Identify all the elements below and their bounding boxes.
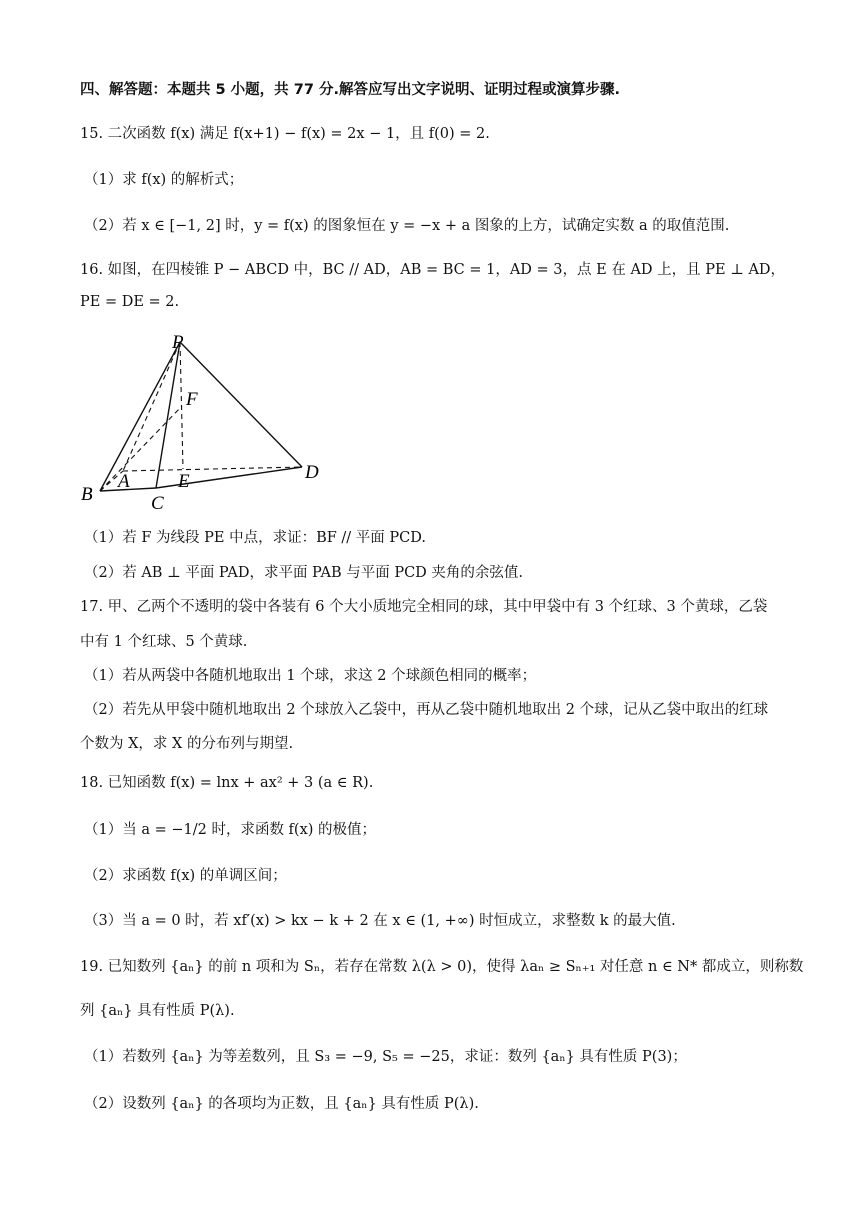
- question-18-part-2: （2）求函数 f(x) 的单调区间；: [84, 868, 287, 884]
- question-16-cont: PE = DE = 2.: [80, 294, 180, 310]
- label-B: B: [81, 484, 93, 505]
- label-F: F: [186, 389, 198, 410]
- question-19-part-2: （2）设数列 {aₙ} 的各项均为正数，且 {aₙ} 具有性质 P(λ).: [84, 1096, 479, 1112]
- question-19-part-1: （1）若数列 {aₙ} 为等差数列，且 S₃ = −9, S₅ = −25，求证：数列 {aₙ} 具有性质 P(3)；: [84, 1049, 687, 1065]
- question-15-part-2: （2）若 x ∈ [−1, 2] 时，y = f(x) 的图象恒在 y = −x + a 图象的上方，试确定实数 a 的取值范围.: [84, 218, 730, 234]
- question-19-cont: 列 {aₙ} 具有性质 P(λ).: [80, 1003, 235, 1019]
- question-17-cont: 中有 1 个红球、5 个黄球.: [80, 634, 248, 650]
- question-19: 19. 已知数列 {aₙ} 的前 n 项和为 Sₙ，若存在常数 λ(λ > 0)，使得 λaₙ ≥ Sₙ₊₁ 对任意 n ∈ N* 都成立，则称数: [80, 959, 804, 975]
- question-17-part-2: （2）若先从甲袋中随机地取出 2 个球放入乙袋中，再从乙袋中随机地取出 2 个球，记从乙袋中取出的红球: [84, 702, 769, 718]
- question-17-part-2-cont: 个数为 X，求 X 的分布列与期望.: [80, 736, 294, 752]
- label-C: C: [151, 493, 164, 514]
- label-E: E: [178, 471, 190, 492]
- section-heading: 四、解答题：本题共 5 小题，共 77 分.解答应写出文字说明、证明过程或演算步骤.: [80, 82, 620, 98]
- label-A: A: [118, 471, 130, 492]
- question-17-part-1: （1）若从两袋中各随机地取出 1 个球，求这 2 个球颜色相同的概率；: [84, 668, 537, 684]
- question-16-part-1: （1）若 F 为线段 PE 中点，求证：BF // 平面 PCD.: [84, 530, 426, 546]
- question-16-part-2: （2）若 AB ⊥ 平面 PAD，求平面 PAB 与平面 PCD 夹角的余弦值.: [84, 565, 524, 581]
- label-D: D: [305, 462, 319, 483]
- question-16: 16. 如图，在四棱锥 P − ABCD 中，BC // AD，AB = BC = 1，AD = 3，点 E 在 AD 上，且 PE ⊥ AD，: [80, 262, 786, 278]
- question-18-part-1: （1）当 a = −1/2 时，求函数 f(x) 的极值；: [84, 822, 377, 838]
- pyramid-figure: [76, 330, 336, 520]
- question-18: 18. 已知函数 f(x) = lnx + ax² + 3 (a ∈ R).: [80, 775, 374, 791]
- question-18-part-3: （3）当 a = 0 时，若 xf′(x) > kx − k + 2 在 x ∈ (1, +∞) 时恒成立，求整数 k 的最大值.: [84, 913, 676, 929]
- question-15-part-1: （1）求 f(x) 的解析式；: [84, 172, 244, 188]
- question-17: 17. 甲、乙两个不透明的袋中各装有 6 个大小质地完全相同的球，其中甲袋中有 3 个红球、3 个黄球，乙袋: [80, 599, 768, 615]
- question-15: 15. 二次函数 f(x) 满足 f(x+1) − f(x) = 2x − 1，且 f(0) = 2.: [80, 126, 490, 142]
- label-P: P: [172, 332, 184, 353]
